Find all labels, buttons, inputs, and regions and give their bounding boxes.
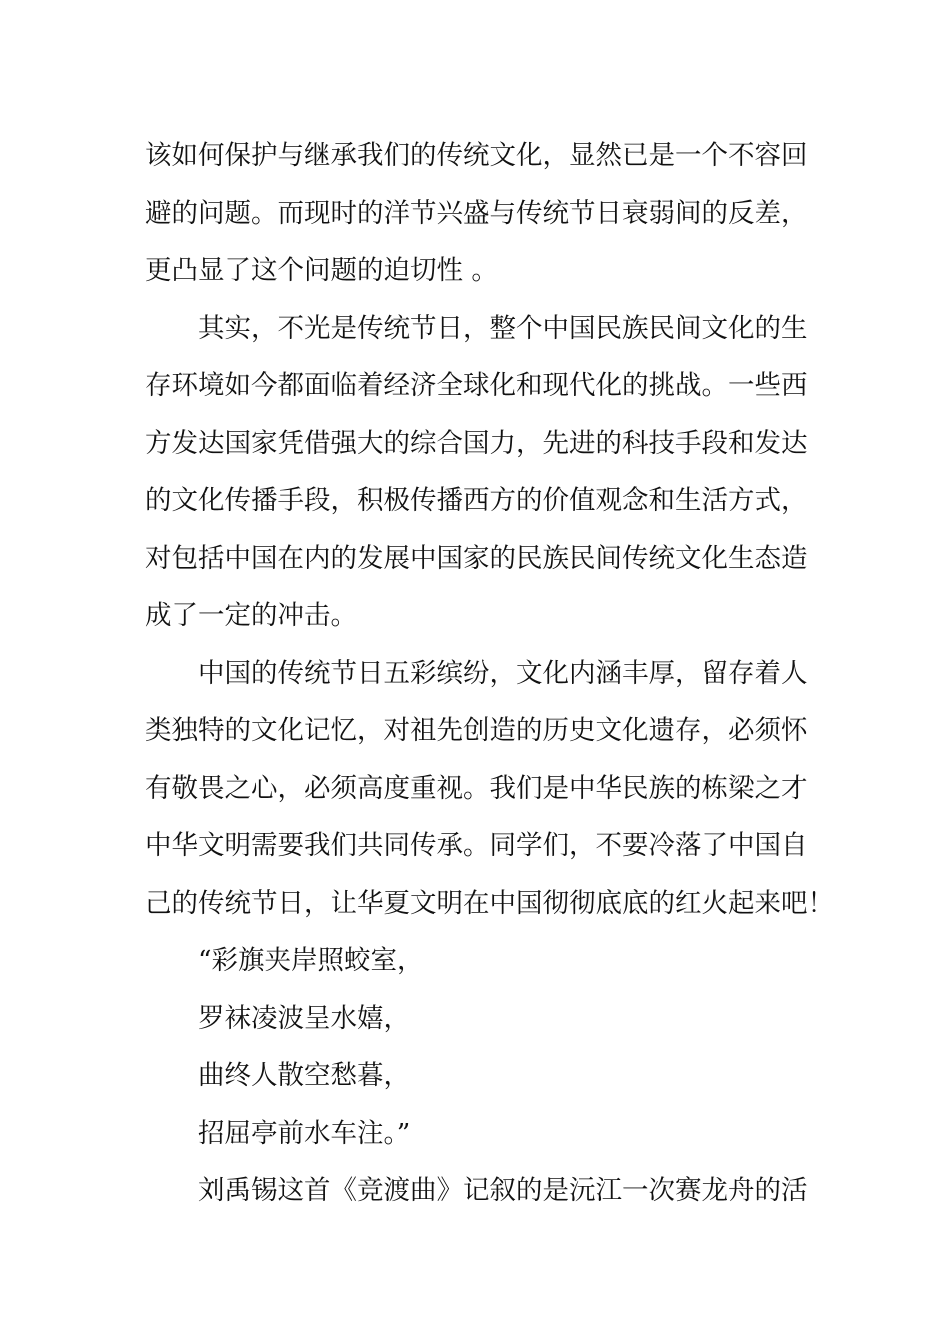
poem-line: 罗袜凌波呈水嬉，	[198, 1002, 410, 1034]
text-line: 成了一定的冲击。	[145, 600, 357, 631]
paragraph-first-line: 其实，不光是传统节日，整个中国民族民间文化的生	[198, 312, 808, 344]
text-line: 己的传统节日，让华夏文明在中国彻彻底底的红火起来吧！	[145, 887, 834, 919]
text-line: 有敬畏之心，必须高度重视。我们是中华民族的栋梁之才	[145, 772, 808, 804]
text-line: 的文化传播手段，积极传播西方的价值观念和生活方式，	[145, 485, 808, 516]
text-line: 该如何保护与继承我们的传统文化，显然已是一个不容回	[145, 140, 808, 171]
text-line: 避的问题。而现时的洋节兴盛与传统节日衰弱间的反差，	[145, 197, 808, 229]
poem-line: “彩旗夹岸照蛟室，	[198, 945, 424, 976]
text-line: 方发达国家凭借强大的综合国力，先进的科技手段和发达	[145, 427, 808, 459]
text-line: 更凸显了这个问题的迫切性 。	[145, 255, 498, 286]
text-line: 存环境如今都面临着经济全球化和现代化的挑战。一些西	[145, 370, 808, 401]
text-line: 类独特的文化记忆，对祖先创造的历史文化遗存，必须怀	[145, 715, 808, 746]
text-line: 对包括中国在内的发展中国家的民族民间传统文化生态造	[145, 542, 808, 574]
poem-line: 曲终人散空愁暮，	[198, 1060, 410, 1091]
body-text	[145, 127, 834, 1220]
poem-line: 招屈亭前水车注。”	[198, 1117, 411, 1149]
text-line: 中华文明需要我们共同传承。同学们，不要冷落了中国自	[145, 830, 808, 861]
paragraph-first-line: 刘禹锡这首《竞渡曲》记叙的是沅江一次赛龙舟的活	[198, 1175, 808, 1206]
paragraph-first-line: 中国的传统节日五彩缤纷，文化内涵丰厚，留存着人	[198, 657, 808, 689]
